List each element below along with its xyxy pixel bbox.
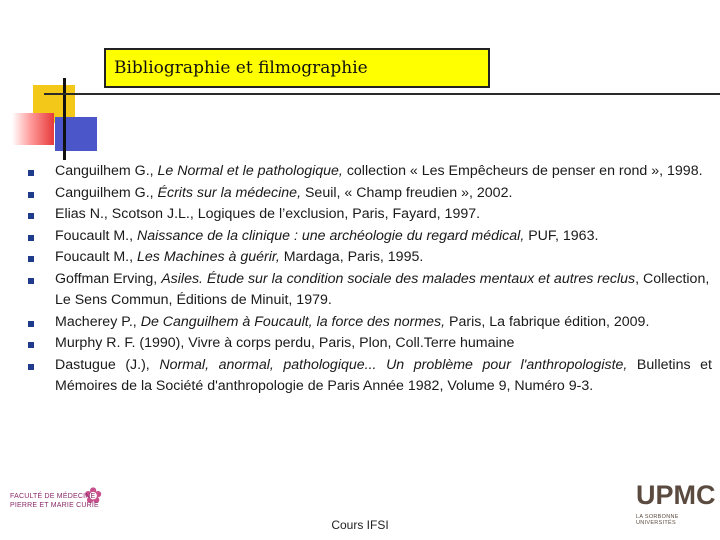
slide-title: Bibliographie et filmographie <box>104 48 490 88</box>
decor-vertical-line <box>63 78 66 160</box>
reference-item <box>22 204 712 226</box>
reference-item <box>22 183 712 205</box>
upmc-logo-subtitle: LA SORBONNE UNIVERSITÉS <box>636 514 679 526</box>
reference-item <box>22 247 712 269</box>
upmc-logo-name: UPMC <box>636 480 716 510</box>
reference-item <box>22 161 712 183</box>
reference-author: Foucault M., <box>55 249 138 265</box>
reference-details: Bulletins et Mémoires de la Société d'anthropologie de Paris Année 1982, Volume 9, Numéro 9-3. <box>55 356 712 394</box>
bullet-icon <box>28 256 34 262</box>
bullet-icon <box>28 213 34 219</box>
bullet-icon <box>28 170 34 176</box>
reference-item <box>22 333 712 355</box>
upmc-logo <box>612 480 716 534</box>
decor-square-blue <box>55 117 97 151</box>
reference-author: Elias N., Scotson J.L., Logiques de l’exclusion, Paris, Fayard, 1997. <box>55 206 481 222</box>
faculty-logo-line2: PIERRE ET MARIE CURIE <box>10 502 99 509</box>
decor-horizontal-line <box>44 93 720 95</box>
reference-title: Naissance de la clinique : une archéologie du regard médical, <box>137 227 525 244</box>
bullet-icon <box>28 278 34 284</box>
reference-title: Asiles. Étude sur la condition sociale des malades mentaux et autres reclus <box>161 270 636 287</box>
reference-title: De Canguilhem à Foucault, la force des normes, <box>140 313 446 330</box>
reference-details: Mardaga, Paris, 1995. <box>279 249 424 265</box>
reference-details: , Collection, Le Sens Commun, Éditions de Minuit, 1979. <box>55 270 710 308</box>
reference-item <box>22 226 712 248</box>
bullet-icon <box>28 342 34 348</box>
reference-details: Paris, La fabrique édition, 2009. <box>445 313 650 330</box>
reference-details: Seuil, « Champ freudien », 2002. <box>301 184 513 201</box>
bullet-icon <box>28 364 34 370</box>
reference-author: Foucault M., <box>55 227 138 244</box>
reference-item <box>22 312 712 334</box>
reference-author: Murphy R. F. (1990), Vivre à corps perdu, Paris, Plon, Coll.Terre humaine <box>55 335 515 351</box>
reference-title: Écrits sur la médecine, <box>157 184 302 201</box>
reference-author: Canguilhem G., <box>55 184 158 201</box>
slide-footer: Cours IFSI <box>331 518 389 532</box>
bullet-icon <box>28 192 34 198</box>
reference-title: Les Machines à guérir, <box>137 249 280 265</box>
decor-square-red <box>12 113 54 145</box>
bullet-icon <box>28 235 34 241</box>
reference-title: Normal, anormal, pathologique... Un problème pour l'anthropologiste, <box>159 356 628 373</box>
reference-author: Goffman Erving, <box>55 270 162 287</box>
reference-title: Le Normal et le pathologique, <box>157 163 343 179</box>
reference-author: Canguilhem G., <box>55 163 158 179</box>
reference-item <box>22 355 712 398</box>
flower-icon: ✿ <box>84 483 103 508</box>
reference-list <box>22 161 712 398</box>
faculty-logo-line1: FACULTÉ DE MÉDECINE <box>10 493 96 500</box>
reference-details: PUF, 1963. <box>524 227 599 244</box>
reference-details: collection « Les Empêcheurs de penser en rond », 1998. <box>342 163 703 179</box>
reference-author: Dastugue (J.), <box>55 356 160 373</box>
reference-author: Macherey P., <box>55 313 141 330</box>
bullet-icon <box>28 321 34 327</box>
reference-item <box>22 269 712 312</box>
